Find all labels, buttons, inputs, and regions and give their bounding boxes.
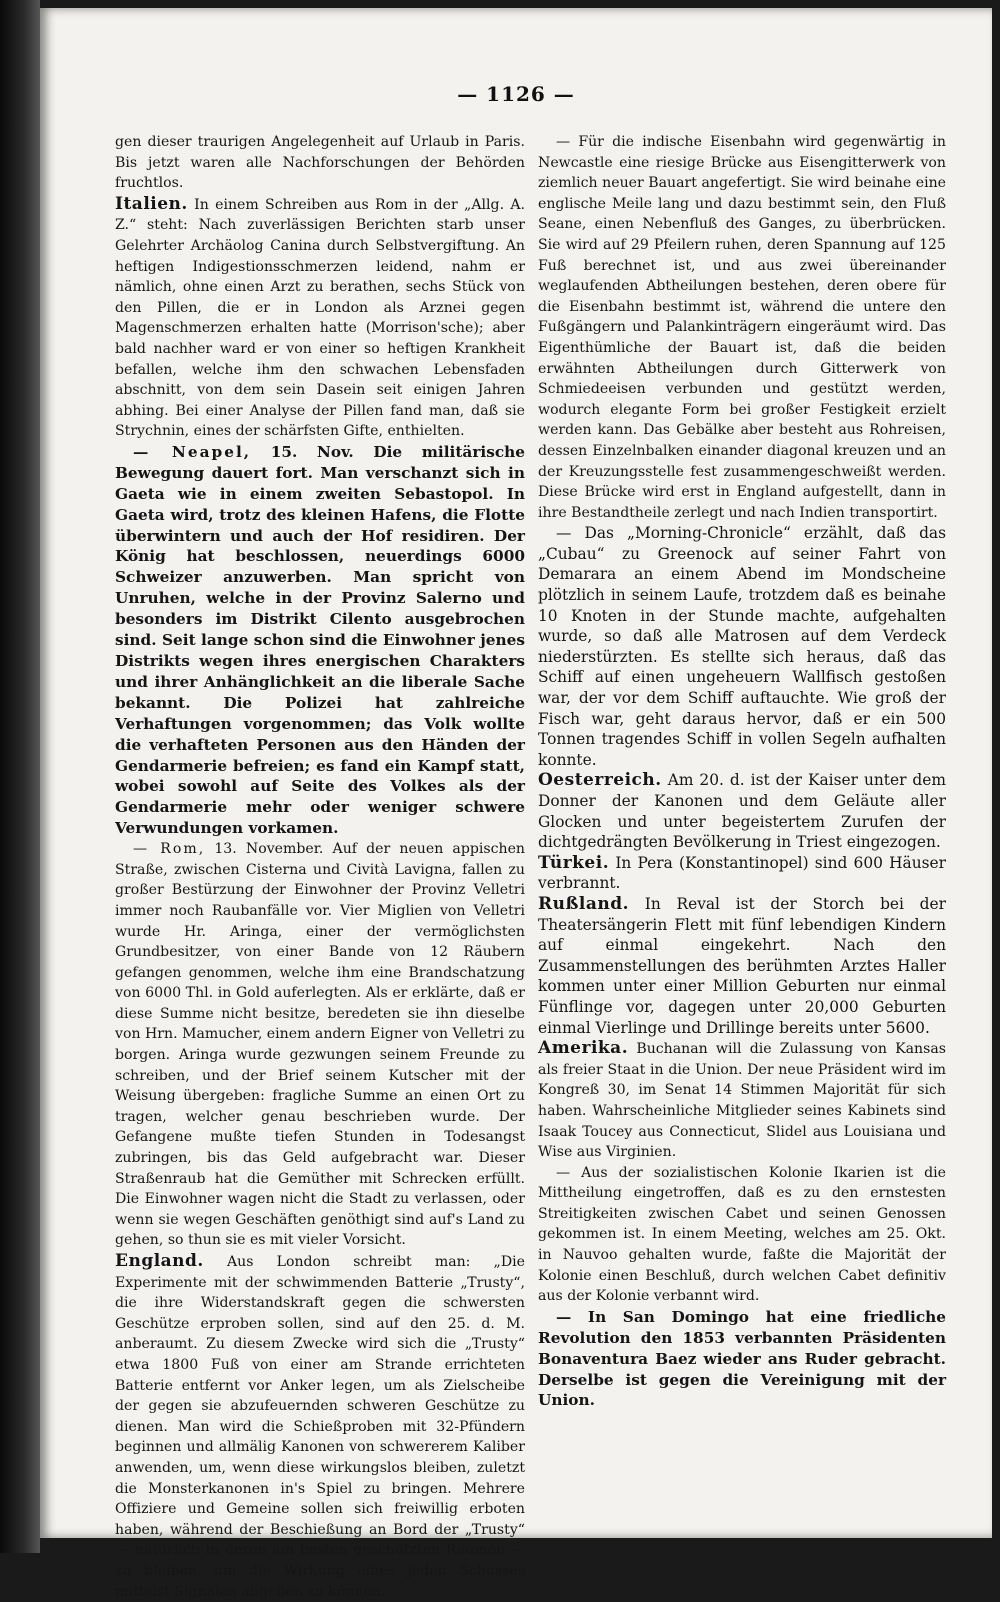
section-rom <box>115 839 525 1251</box>
text-italien: In einem Schreiben aus Rom in der „Allg. A. Z.“ steht: Nach zuverlässigen Berichten starb unser Gelehrter Archäolog Canina durch Selbstvergiftung. An heftigen Indigestionsschmerzen leidend, nahm er nämlich, ohne einen Arzt zu berathen, sechs Stück von den Pillen, die er in London als Arznei gegen Magenschmerzen erhalten hatte (Morrison'sche); aber bald nachher ward er von einer so heftigen Krankheit befallen, welche ihm den schwachen Lebensfaden abschnitt, von dem sein Dasein seit einigen Jahren abhing. Bei einer Analyse der Pillen fand man, daß sie Strychnin, eines der schärfsten Gifte, enthielten. <box>115 196 526 440</box>
heading-amerika: Amerika. <box>538 1038 629 1059</box>
section-neapel <box>115 442 525 839</box>
page-number: — 1126 — <box>457 82 575 106</box>
section-oesterreich <box>538 770 946 852</box>
text-england: Aus London schreibt man: „Die Experimente mit der schwimmenden Batterie „Trusty“, die ihre Widerstandskraft gegen die schwersten Geschütze erproben sollen, sind auf den 25. d. M. anberaumt. Zu diesem Zwecke wird sich die „Trusty“ etwa 1800 Fuß von einer am Strande errichteten Batterie entfernt vor Anker legen, um als Zielscheibe der gegen sie abzufeuernden schweren Geschütze zu dienen. Man wird die Schießproben mit 32-Pfündern beginnen und allmälig Kanonen von schwererem Kaliber anwenden, um, wenn diese wirkungslos bleiben, zuletzt die Monsterkanonen in's Spiel zu bringen. Mehrere Offiziere und Gemeine sollen sich freiwillig erboten haben, während der Beschießung an Bord der „Trusty“ — natürlich in deren am besten geschützten Räumen — zu bleiben, um die Wirkung eines jeden Schusses mittelst Signalen abgeben zu können. <box>115 1254 526 1600</box>
text-rom: 13. November. Auf der neuen appischen Straße, zwischen Cisterna und Cività Lavigna, fallen zu großer Bestürzung der Einwohner der Provinz Velletri immer noch Raubanfälle vor. Vier Miglien von Velletri wurde Hr. Aringa, einer der vermöglichsten Grundbesitzer, von einer Bande von 12 Räubern gefangen genommen, welche ihm eine Brandschatzung von 6000 Thl. in Gold auferlegten. Als er erklärte, daß er diese Summe nicht besitze, beredeten sie ihn dieselbe von Hrn. Mamucher, einem andern Eigner von Velletri zu borgen. Aringa wurde gezwungen seinem Freunde zu schreiben, und der Brief seinem Kutscher mit der Weisung übergeben: fragliche Summe an einen Ort zu tragen, welcher genau beschrieben wurde. Der Gefangene mußte tiefen Stunden in Todesangst zubringen, bis das Geld aufgebracht war. Dieser Straßenraub hat die Gemüther mit Schrecken erfüllt. Die Einwohner wagen nicht die Stadt zu verlassen, oder wenn sie wegen Geschäften genöthigt sind auf's Land zu gehen, so thun sie es mit vieler Vorsicht. <box>115 841 526 1249</box>
section-ikarien: — Aus der sozialistischen Kolonie Ikarien ist die Mittheilung eingetroffen, daß es zu den ernstesten Streitigkeiten zwischen Cabet und seinen Genossen gekommen ist. In einem Meeting, welches am 25. Okt. in Nauvoo gehalten wurde, faßte die Majorität der Kolonie einen Beschluß, durch welchen Cabet definitiv aus der Kolonie verbannt wird. <box>538 1164 946 1305</box>
right-column <box>538 132 946 1411</box>
book-binding-shadow <box>0 0 40 1553</box>
newspaper-page <box>40 8 992 1600</box>
section-chronicle: — Das „Morning-Chronicle“ erzählt, daß das „Cubau“ zu Greenock auf seiner Fahrt von Demarara an einem Abend im Mondscheine plötzlich in seinem Laufe, trotzdem daß es beinahe 10 Knoten in der Stunde machte, aufgehalten wurde, so daß alle Matrosen auf dem Verdeck niederstürzten. Es stellte sich heraus, daß das Schiff auf einen ungeheuern Wallfisch gestoßen war, der vor dem Schiff auftauchte. Wie groß der Fisch war, geht daraus hervor, daß er ein 500 Tonnen tragendes Schiff in vollen Segeln aufhalten konnte. <box>538 524 946 769</box>
section-russland <box>538 894 946 1038</box>
heading-italien: Italien. <box>115 193 188 214</box>
place-rom: — Rom, <box>133 841 206 858</box>
heading-tuerkei: Türkei. <box>538 852 610 873</box>
text-tuerkei: In Pera (Konstantinopel) sind 600 Häuser verbrannt. <box>538 853 946 893</box>
section-tuerkei <box>538 853 946 894</box>
heading-oesterreich: Oesterreich. <box>538 770 662 791</box>
section-italien <box>115 194 525 442</box>
section-bahn: — Für die indische Eisenbahn wird gegenwärtig in Newcastle eine riesige Brücke aus Eisengitterwerk von ziemlich neuer Bauart angefertigt. Sie wird beinahe eine englische Meile lang und dazu bestimmt sein, den Fluß Seane, einen Nebenfluß des Ganges, zu überbrücken. Sie wird auf 29 Pfeilern ruhen, deren Spannung auf 125 Fuß berechnet ist, und aus zwei übereinander weglaufenden Abtheilungen bestehen, deren obere für die Eisenbahn bestimmt ist, während die untere den Fußgängern und Palankinträgern eingeräumt wird. Das Eigenthümliche der Bauart ist, daß die beiden erwähnten Abtheilungen durch Gitterwerk von Schmiedeeisen verbunden und gestützt werden, wodurch elegante Form bei großer Festigkeit erzielt werden kann. Das Gebälke aber besteht aus Rohreisen, dessen Einzelnbalken einander diagonal kreuzen und an der Kreuzungsstelle fest zusammengeschweißt werden. Diese Brücke wird erst in England aufgestellt, dann in ihre Bestandtheile zerlegt und nach Indien transportirt. <box>538 134 946 521</box>
text-amerika: Buchanan will die Zulassung von Kansas als freier Staat in die Union. Der neue Präsident wird im Kongreß 30, im Senat 14 Stimmen Majorität für sich haben. Wahrscheinliche Mitglieder seines Kabinets sind Isaak Toucey aus Connecticut, Slidel aus Louisiana und Wise aus Virginien. <box>538 1041 947 1161</box>
text-neapel: 15. Nov. Die militärische Bewegung dauert fort. Man verschanzt sich in Gaeta wie in einem zweiten Sebastopol. In Gaeta wird, trotz des kleinen Hafens, die Flotte überwintern und auch der Hof residiren. Der König hat beschlossen, neuerdings 6000 Schweizer anzuwerben. Man spricht von Unruhen, welche in der Provinz Salerno und besonders im Distrikt Cilento ausgebrochen sind. Seit lange schon sind die Einwohner jenes Distrikts wegen ihres energischen Charakters und ihrer Anhänglichkeit an die liberale Sache bekannt. Die Polizei hat zahlreiche Verhaftungen vorgenommen; das Volk wollte die verhafteten Personen aus den Händen der Gendarmerie befreien; es fand ein Kampf statt, wobei sowohl auf Seite des Volkes als der Gendarmerie mehr oder weniger schwere Verwundungen vorkamen. <box>115 442 525 838</box>
place-neapel: — Neapel, <box>133 442 252 461</box>
heading-russland: Rußland. <box>538 893 630 914</box>
text-russland: In Reval ist der Storch bei der Theatersängerin Flett mit fünf lebendigen Kindern auf einmal eingekehrt. Nach den Zusammenstellungen des berühmten Arztes Haller kommen unter einer Million Geburten nur einmal Fünflinge vor, dagegen unter 20,000 Geburten einmal Vierlinge und Drillinge bereits unter 5600. <box>538 894 946 1037</box>
text-oesterreich: Am 20. d. ist der Kaiser unter dem Donner der Kanonen und dem Geläute aller Glocken und unter begeistertem Zurufen der dichtgedrängten Bevölkerung in Triest eingezogen. <box>538 771 946 852</box>
heading-england: England. <box>115 1251 204 1271</box>
section-england <box>115 1251 525 1602</box>
section-amerika <box>538 1038 946 1163</box>
paragraph-paris: gen dieser traurigen Angelegenheit auf Urlaub in Paris. Bis jetzt waren alle Nachforschungen der Behörden fruchtlos. <box>115 134 525 192</box>
left-column <box>115 132 525 1602</box>
section-domingo: — In San Domingo hat eine friedliche Revolution den 1853 verbannten Präsidenten Bonaventura Baez wieder ans Ruder gebracht. Derselbe ist gegen die Vereinigung mit der Union. <box>538 1307 946 1410</box>
